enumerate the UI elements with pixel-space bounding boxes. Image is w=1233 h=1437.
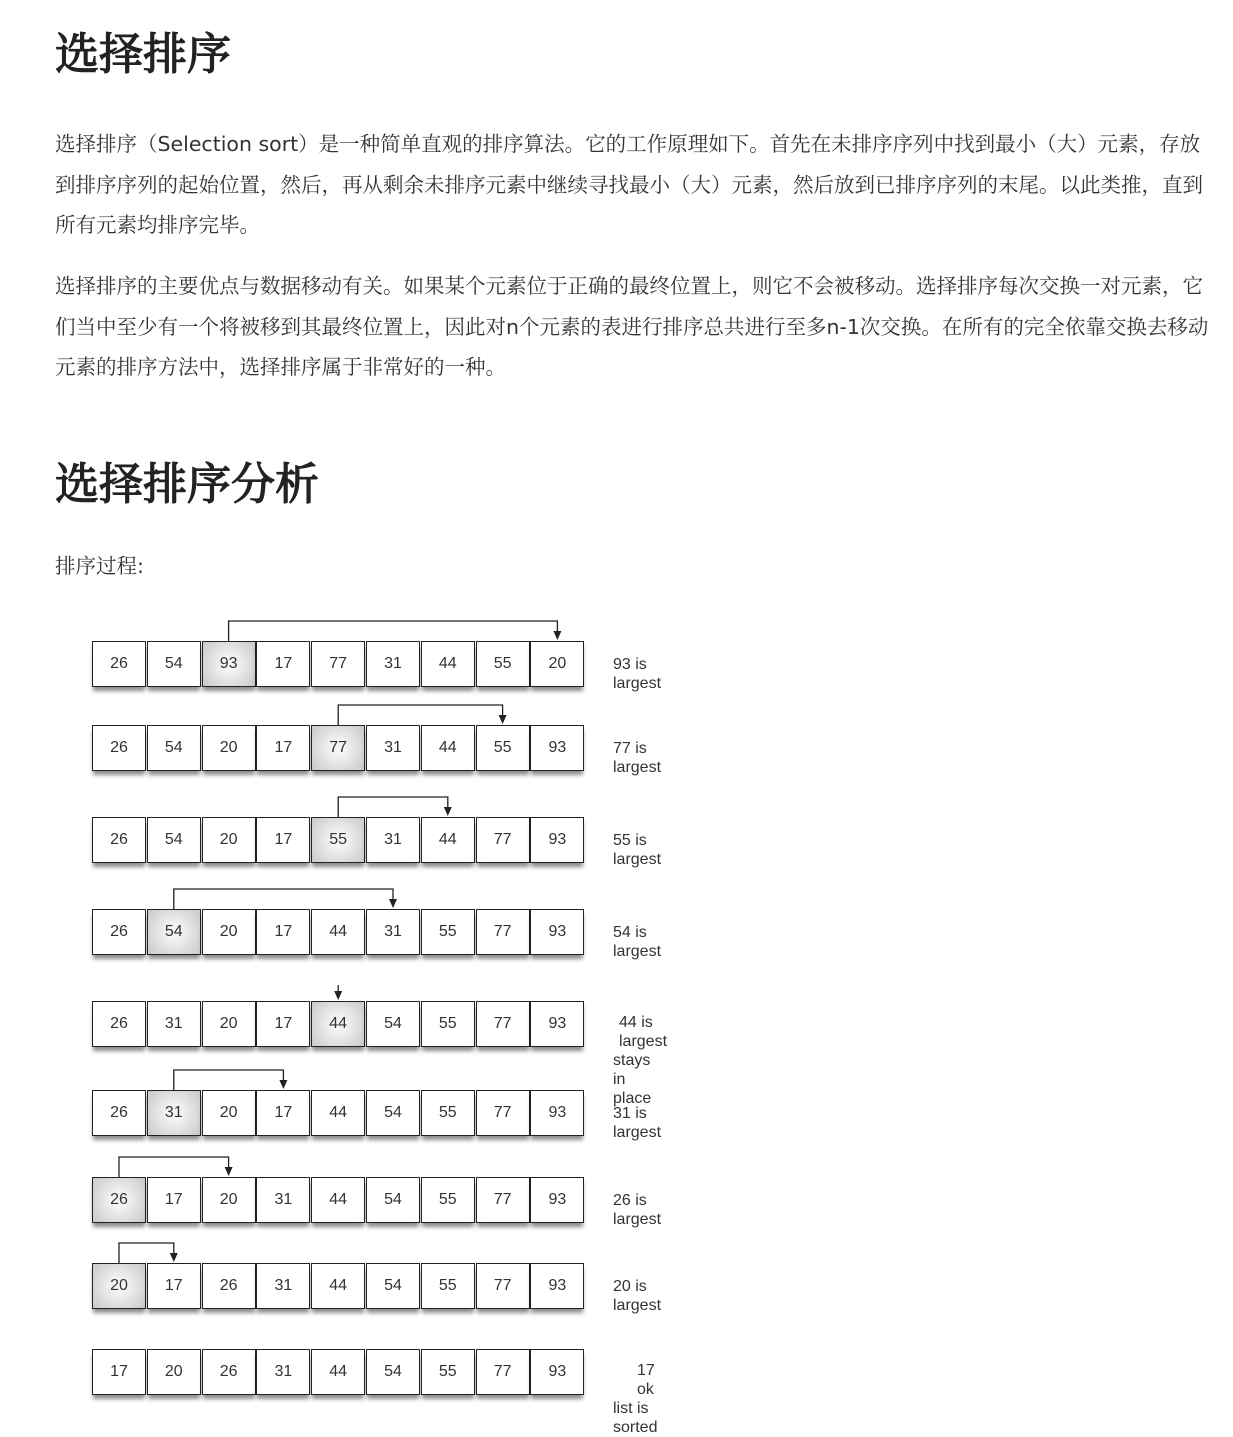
array-cell: 20 <box>202 817 256 863</box>
caption-line: 55 is largest <box>613 832 662 868</box>
array-cell: 26 <box>92 641 146 687</box>
array-cell: 26 <box>202 1263 256 1309</box>
array-cell: 44 <box>421 725 475 771</box>
caption-line: 44 is largest <box>619 1014 668 1050</box>
caption-line: 31 is largest <box>613 1105 662 1141</box>
array-cell: 77 <box>476 817 530 863</box>
array-cell-largest: 77 <box>311 725 365 771</box>
array-cell: 44 <box>421 817 475 863</box>
array-cell: 20 <box>202 1001 256 1047</box>
array-cell: 77 <box>476 909 530 955</box>
array-cell: 77 <box>311 641 365 687</box>
array-cell: 54 <box>366 1263 420 1309</box>
intro-paragraph: 选择排序（Selection sort）是一种简单直观的排序算法。它的工作原理如下。首先在未排序序列中找到最小（大）元素，存放到排序序列的起始位置，然后，再从剩余未排序元素中继续寻找最小（大）元素，然后放到已排序序列的末尾。以此类推，直到所有元素均排序完毕。 <box>55 132 1203 237</box>
array-cell: 93 <box>530 1263 584 1309</box>
array-cell: 26 <box>92 1090 146 1136</box>
array-cell: 77 <box>476 1177 530 1223</box>
swap-arrow-line <box>338 705 502 725</box>
array-cell: 26 <box>92 909 146 955</box>
caption-line: 20 is largest <box>613 1278 662 1314</box>
array-cell-largest: 55 <box>311 817 365 863</box>
arrow-head-icon <box>279 1080 287 1089</box>
caption-line: 93 is largest <box>613 656 662 692</box>
array-cell: 54 <box>366 1090 420 1136</box>
array-cell-largest: 54 <box>147 909 201 955</box>
swap-arrow-line <box>119 1243 174 1263</box>
array-cell: 77 <box>476 1001 530 1047</box>
arrow-head-icon <box>170 1253 178 1262</box>
array-cell-largest: 44 <box>311 1001 365 1047</box>
page-title: 选择排序 <box>55 29 231 80</box>
array-cell: 26 <box>92 1001 146 1047</box>
caption-line: list is sorted <box>613 1400 658 1436</box>
array-cell: 17 <box>256 725 310 771</box>
arrow-head-icon <box>225 1167 233 1176</box>
array-cell: 31 <box>256 1263 310 1309</box>
array-cell: 55 <box>421 1177 475 1223</box>
array-cell: 93 <box>530 1349 584 1395</box>
array-cell: 93 <box>530 1001 584 1047</box>
array-cell: 31 <box>256 1177 310 1223</box>
array-cell-largest: 93 <box>202 641 256 687</box>
array-cell: 17 <box>256 817 310 863</box>
array-cell: 31 <box>366 817 420 863</box>
array-cell-largest: 31 <box>147 1090 201 1136</box>
array-cell: 44 <box>311 909 365 955</box>
array-cell: 54 <box>366 1349 420 1395</box>
array-cell: 26 <box>92 817 146 863</box>
array-cell: 54 <box>147 817 201 863</box>
array-cell: 44 <box>311 1263 365 1309</box>
step-caption <box>613 1104 661 1142</box>
arrow-head-icon <box>444 807 452 816</box>
step-caption <box>613 655 661 693</box>
array-cell-largest: 20 <box>92 1263 146 1309</box>
array-cell: 93 <box>530 1177 584 1223</box>
arrow-head-icon <box>553 631 561 640</box>
array-cell: 17 <box>256 1001 310 1047</box>
array-cell: 77 <box>476 1349 530 1395</box>
caption-line: 77 is largest <box>613 740 662 776</box>
array-cell: 55 <box>421 1263 475 1309</box>
step-caption <box>613 831 661 869</box>
array-cell: 55 <box>421 1090 475 1136</box>
array-cell: 54 <box>147 725 201 771</box>
caption-line: stays in place <box>613 1052 652 1107</box>
array-cell: 44 <box>311 1090 365 1136</box>
step-caption <box>613 739 661 777</box>
array-cell: 55 <box>421 1349 475 1395</box>
swap-arrow-line <box>338 797 448 817</box>
array-cell: 31 <box>366 725 420 771</box>
array-cell: 20 <box>202 909 256 955</box>
caption-line: 54 is largest <box>613 924 662 960</box>
step-caption <box>613 1013 667 1108</box>
array-cell-largest: 26 <box>92 1177 146 1223</box>
array-cell: 55 <box>476 641 530 687</box>
array-cell: 20 <box>147 1349 201 1395</box>
arrow-head-icon <box>334 991 342 1000</box>
array-cell: 44 <box>311 1349 365 1395</box>
section-title-analysis: 选择排序分析 <box>55 459 319 510</box>
array-cell: 93 <box>530 1090 584 1136</box>
swap-arrow-line <box>174 1070 284 1090</box>
swap-arrow-line <box>174 889 393 909</box>
array-cell: 77 <box>476 1090 530 1136</box>
array-cell: 55 <box>476 725 530 771</box>
array-cell: 17 <box>256 1090 310 1136</box>
array-cell: 31 <box>256 1349 310 1395</box>
step-caption <box>613 923 661 961</box>
array-cell: 17 <box>147 1263 201 1309</box>
array-cell: 17 <box>147 1177 201 1223</box>
array-cell: 26 <box>92 725 146 771</box>
caption-line: 17 ok <box>637 1362 655 1398</box>
array-cell: 93 <box>530 817 584 863</box>
step-caption <box>613 1191 661 1229</box>
arrow-head-icon <box>499 715 507 724</box>
array-cell: 55 <box>421 1001 475 1047</box>
array-cell: 54 <box>366 1001 420 1047</box>
array-cell: 54 <box>147 641 201 687</box>
array-cell: 17 <box>256 641 310 687</box>
array-cell: 44 <box>311 1177 365 1223</box>
array-cell: 77 <box>476 1263 530 1309</box>
swap-arrow-line <box>119 1157 229 1177</box>
array-cell: 31 <box>147 1001 201 1047</box>
swap-arrow-line <box>229 621 558 641</box>
array-cell: 55 <box>421 909 475 955</box>
array-cell: 93 <box>530 909 584 955</box>
advantages-paragraph: 选择排序的主要优点与数据移动有关。如果某个元素位于正确的最终位置上，则它不会被移动。选择排序每次交换一对元素，它们当中至少有一个将被移到其最终位置上，因此对n个元素的表进行排序总共进行至多n-1次交换。在所有的完全依靠交换去移动元素的排序方法中，选择排序属于非常好的一种。 <box>55 274 1209 379</box>
array-cell: 17 <box>92 1349 146 1395</box>
array-cell: 20 <box>202 725 256 771</box>
array-cell: 54 <box>366 1177 420 1223</box>
array-cell: 26 <box>202 1349 256 1395</box>
array-cell: 20 <box>202 1090 256 1136</box>
array-cell: 31 <box>366 909 420 955</box>
array-cell: 17 <box>256 909 310 955</box>
step-caption <box>613 1361 657 1437</box>
array-cell: 93 <box>530 725 584 771</box>
array-cell: 44 <box>421 641 475 687</box>
process-label: 排序过程: <box>55 554 144 578</box>
caption-line: 26 is largest <box>613 1192 662 1228</box>
array-cell: 20 <box>530 641 584 687</box>
step-caption <box>613 1277 661 1315</box>
arrow-head-icon <box>389 899 397 908</box>
array-cell: 31 <box>366 641 420 687</box>
array-cell: 20 <box>202 1177 256 1223</box>
